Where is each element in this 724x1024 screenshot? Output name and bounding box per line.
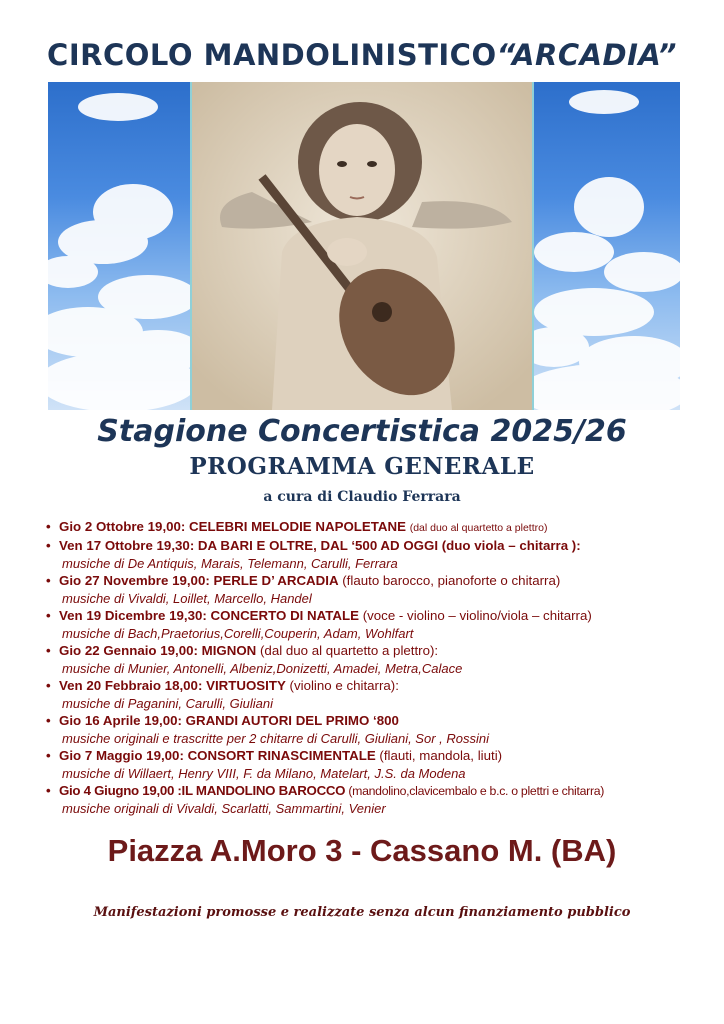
- event-heading: Ven 19 Dicembre 19,30: CONCERTO DI NATALE: [59, 608, 360, 623]
- organization-quoted-name: “ARCADIA”: [496, 38, 677, 72]
- concert-program-list: [46, 518, 706, 817]
- bullet-icon: •: [46, 748, 51, 763]
- event-composers: musiche originali e trascritte per 2 chitarre di Carulli, Giuliani, Sor , Rossini: [62, 731, 489, 746]
- bullet-icon: •: [46, 713, 51, 728]
- list-item: [46, 642, 706, 677]
- bullet-icon: •: [46, 643, 51, 658]
- program-subtitle: PROGRAMMA GENERALE: [189, 453, 535, 480]
- event-ensemble: (voce - violino – violino/viola – chitarra): [359, 608, 592, 623]
- event-composers: musiche di Willaert, Henry VIII, F. da Milano, Matelart, J.S. da Modena: [62, 766, 466, 781]
- event-heading: Gio 4 Giugno 19,00 :IL MANDOLINO BAROCCO: [59, 783, 346, 798]
- season-title: Stagione Concertistica 2025/26: [97, 414, 627, 449]
- sky-image-left: [48, 82, 190, 410]
- event-heading: Gio 22 Gennaio 19,00: MIGNON: [59, 643, 257, 658]
- event-composers: musiche di Munier, Antonelli, Albeniz,Donizetti, Amadei, Metra,Calace: [62, 661, 463, 676]
- list-item: [46, 607, 706, 642]
- list-item: [46, 518, 706, 537]
- event-ensemble: (dal duo al quartetto a plettro): [409, 522, 548, 534]
- event-composers: musiche di Bach,Praetorius,Corelli,Couperin, Adam, Wohlfart: [62, 626, 414, 641]
- bullet-icon: •: [46, 608, 51, 623]
- list-item: [46, 677, 706, 712]
- angel-with-mandolin-photo: [190, 82, 534, 410]
- event-composers: musiche di Paganini, Carulli, Giuliani: [62, 696, 273, 711]
- bullet-icon: •: [46, 538, 51, 553]
- list-item: [46, 782, 706, 817]
- event-ensemble: (mandolino,clavicembalo e b.c. o plettri e chitarra): [345, 784, 605, 798]
- event-ensemble: (dal duo al quartetto a plettro):: [256, 643, 439, 658]
- sky-image-right: [534, 82, 680, 410]
- event-heading: Gio 2 Ottobre 19,00: CELEBRI MELODIE NAPOLETANE: [59, 519, 406, 534]
- curator-credit: a cura di Claudio Ferrara: [263, 489, 461, 505]
- event-heading: Gio 16 Aprile 19,00: GRANDI AUTORI DEL PRIMO ‘800: [59, 713, 399, 728]
- event-heading: Ven 17 Ottobre 19,30: DA BARI E OLTRE, DAL ‘500 AD OGGI (duo viola – chitarra ):: [59, 538, 581, 553]
- list-item: [46, 537, 706, 572]
- event-composers: musiche di Vivaldi, Loillet, Marcello, Handel: [62, 591, 312, 606]
- venue-address: Piazza A.Moro 3 - Cassano M. (BA): [107, 833, 617, 868]
- event-ensemble: (flauto barocco, pianoforte o chitarra): [338, 573, 561, 588]
- bullet-icon: •: [46, 519, 51, 534]
- event-heading: Gio 27 Novembre 19,00: PERLE D’ ARCADIA: [59, 573, 339, 588]
- event-heading: Ven 20 Febbraio 18,00: VIRTUOSITY: [59, 678, 286, 693]
- event-composers: musiche di De Antiquis, Marais, Telemann, Carulli, Ferrara: [62, 556, 398, 571]
- bullet-icon: •: [46, 678, 51, 693]
- list-item: [46, 747, 706, 782]
- bullet-icon: •: [46, 783, 51, 798]
- event-heading: Gio 7 Maggio 19,00: CONSORT RINASCIMENTALE: [59, 748, 376, 763]
- organization-name: CIRCOLO MANDOLINISTICO: [47, 38, 497, 72]
- event-ensemble: (flauti, mandola, liuti): [375, 748, 503, 763]
- organization-header: [0, 38, 724, 72]
- event-ensemble: (violino e chitarra):: [285, 678, 399, 693]
- bullet-icon: •: [46, 573, 51, 588]
- event-composers: musiche originali di Vivaldi, Scarlatti, Sammartini, Venier: [62, 801, 386, 816]
- list-item: [46, 712, 706, 747]
- list-item: [46, 572, 706, 607]
- funding-note: Manifestazioni promosse e realizzate senza alcun finanziamento pubblico: [93, 905, 631, 920]
